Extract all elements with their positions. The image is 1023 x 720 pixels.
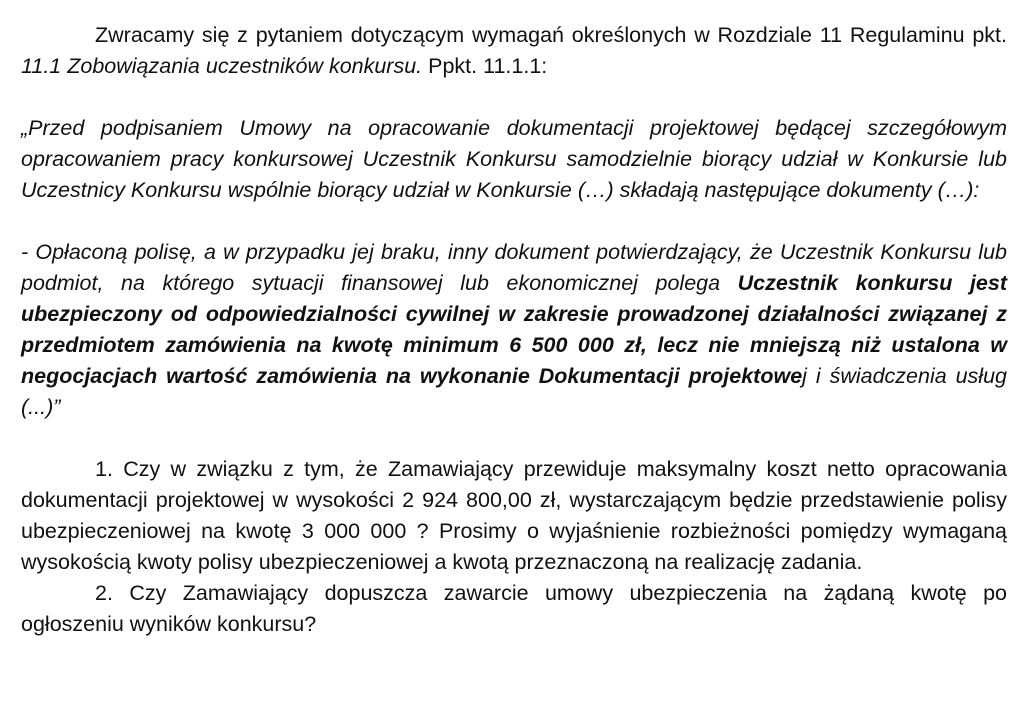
quote-paragraph: „Przed podpisaniem Umowy na opracowanie dokumentacji projektowej będącej szczegółowym opracowaniem pracy konkursowej Uczestnik Konkursu samodzielnie biorący udział w Konkursie lub Uczestnicy Konkursu wspólnie biorący udział w Konkursie (…) składają następujące dokumenty (…):: [21, 116, 1007, 202]
intro-paragraph: [21, 20, 1007, 82]
requirement-paragraph: [21, 237, 1007, 423]
requirement-tail-text: j i świadczenia usług (...)”: [21, 364, 1007, 419]
spacer: [21, 82, 1007, 113]
spacer: [21, 206, 1007, 237]
question-2: 2. Czy Zamawiający dopuszcza zawarcie umowy ubezpieczenia na żądaną kwotę po ogłoszeniu wyników konkursu?: [21, 581, 1007, 636]
requirement-bold-text: Uczestnik konkursu jest ubezpieczony od odpowiedzialności cywilnej w zakresie prowadzonej działalności związanej z przedmiotem zamówienia na kwotę minimum 6 500 000 zł, lecz nie mniejszą niż ustalona w negocjacjach wartość zamówienia na wykonanie Dokumentacji projektowe: [21, 271, 1007, 388]
intro-section-title: 11.1 Zobowiązania uczestników konkursu.: [21, 54, 423, 78]
requirement-text: - Opłaconą polisę, a w przypadku jej braku, inny dokument potwierdzający, że Uczestnik Konkursu lub podmiot, na którego sytuacji finansowej lub ekonomicznej polega: [21, 240, 1007, 295]
intro-text: Zwracamy się z pytaniem dotyczącym wymagań określonych w Rozdziale 11 Regulaminu pkt.: [95, 23, 1007, 47]
intro-subsection: Ppkt. 11.1.1:: [422, 54, 548, 78]
document-page: [21, 20, 1007, 640]
spacer: [21, 423, 1007, 454]
question-1: 1. Czy w związku z tym, że Zamawiający przewiduje maksymalny koszt netto opracowania dokumentacji projektowej w wysokości 2 924 800,00 zł, wystarczającym będzie przedstawienie polisy ubezpieczeniowej na kwotę 3 000 000 ? Prosimy o wyjaśnienie rozbieżności pomiędzy wymaganą wysokością kwoty polisy ubezpieczeniowej a kwotą przeznaczoną na realizację zadania.: [21, 457, 1007, 574]
